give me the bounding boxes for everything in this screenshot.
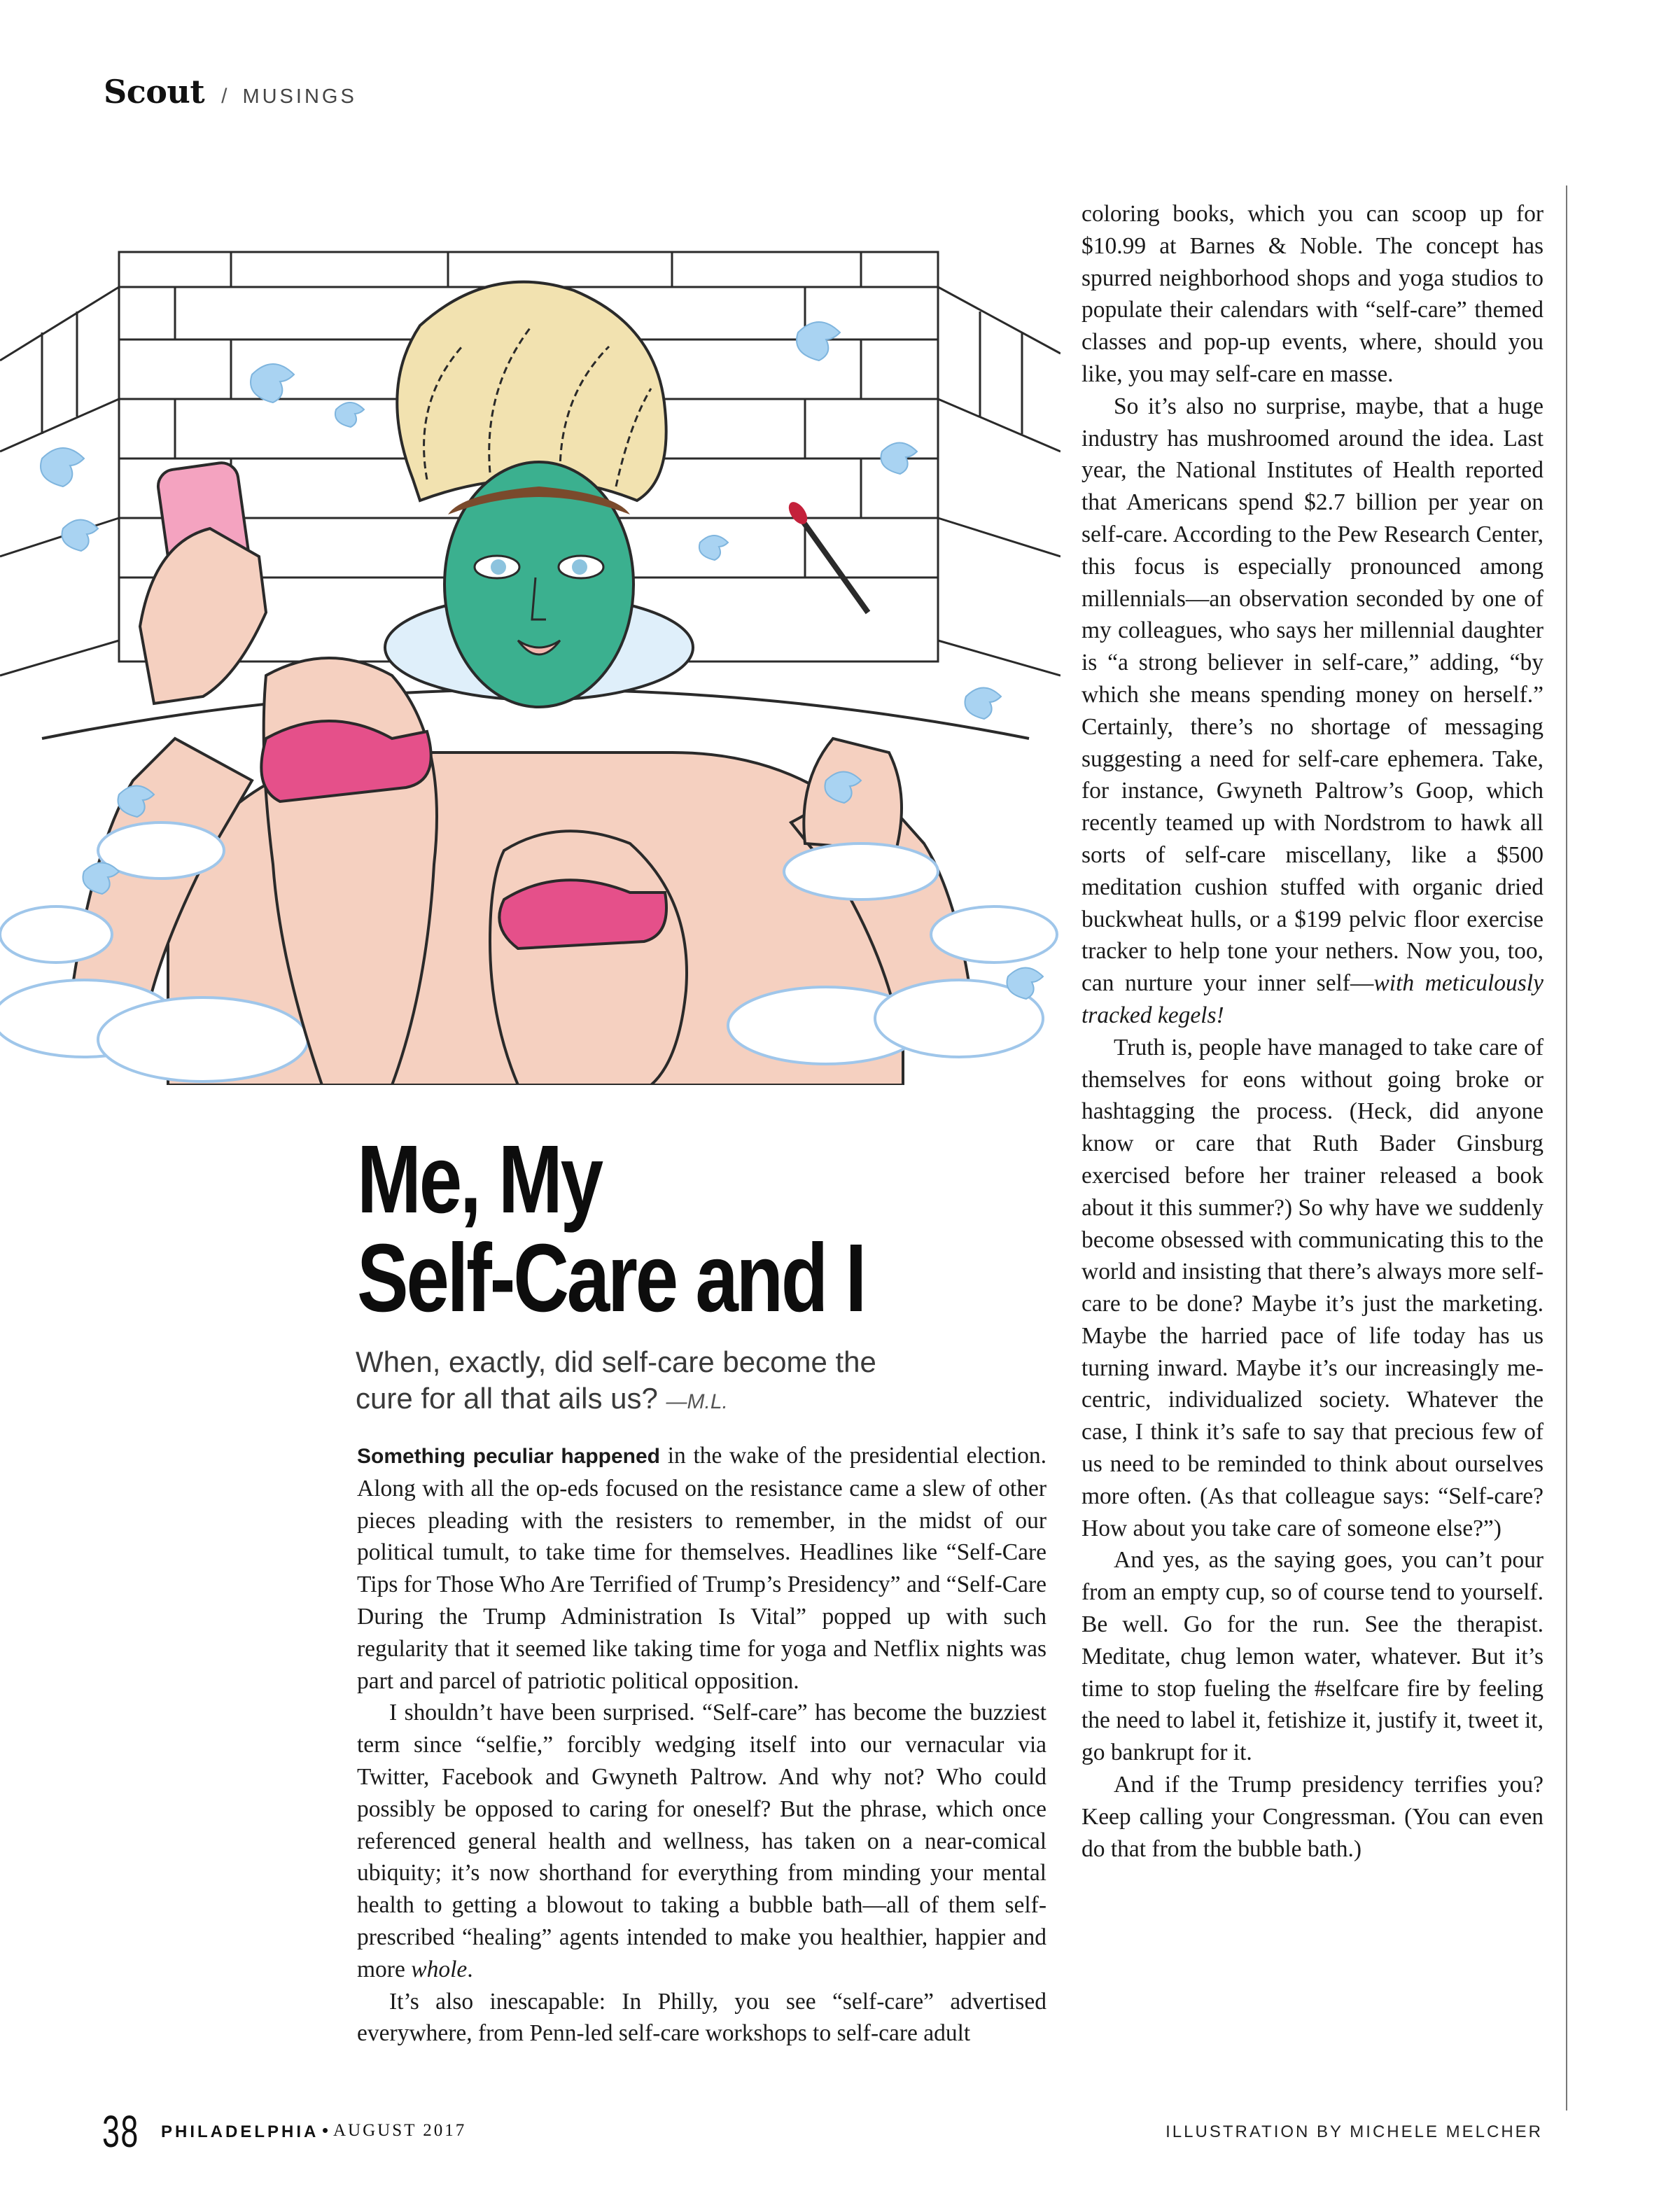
bird-icon — [965, 688, 1001, 720]
article-column-1 — [357, 1440, 1046, 2050]
article-headline — [357, 1126, 865, 1332]
paragraph: And if the Trump presidency terrifies you? Keep calling your Congressman. (You can even do that from the bubble bath.) — [1082, 1772, 1544, 1862]
dek-initials: —M.L. — [666, 1390, 728, 1413]
headline-line-1: Me, My — [357, 1126, 601, 1233]
paragraph-text: So it’s also no surprise, maybe, that a huge industry has mushroomed around the idea. Last year, the National Institutes of Health reported that Americans spend $2.7 billion per year on self-care. According to the Pew Research Center, this focus is especially pronounced among millennials—an observation seconded by one of my colleagues, who says her millennial daughter is “a strong believer in self-care,” adding, “by which she means spending money on herself.” Certainly, there’s no shortage of messaging suggesting a need for self-care ephemera. Take, for instance, Gwyneth Paltrow’s Goop, which recently teamed up with Nordstrom to hawk all sorts of self-care miscellany, like a $500 meditation cushion stuffed with organic dried buckwheat hulls, or a $199 pelvic floor exercise tracker to help tone your nethers. Now you, too, can nurture your inner self— — [1082, 393, 1544, 997]
bird-icon — [62, 520, 98, 552]
magazine-name: PHILADELPHIA — [161, 2122, 319, 2141]
paragraph: It’s also inescapable: In Philly, you see “self-care” advertised everywhere, from Penn-led self-care workshops to self-care adult — [357, 1988, 1046, 2047]
paragraph — [1082, 391, 1544, 1032]
illustration-credit: ILLUSTRATION BY MICHELE MELCHER — [1166, 2122, 1543, 2141]
paragraph — [357, 1440, 1046, 1697]
article-dek — [356, 1344, 888, 1420]
article-column-2 — [1082, 198, 1544, 1865]
paragraph: And yes, as the saying goes, you can’t pour from an empty cup, so of course tend to yourself. Be well. Go for the run. See the therapist. Meditate, chug lemon water, whatever. But it’s time to stop fueling the #selfcare fire by feeling the need to label it, fetishize it, justify it, tweet it, go bankrupt for it. — [1082, 1547, 1544, 1766]
paragraph-text: . — [467, 1956, 473, 1982]
right-hand — [804, 738, 902, 850]
issue-date: AUGUST 2017 — [333, 2121, 467, 2140]
page-header — [104, 73, 357, 115]
italic-text: whole — [411, 1956, 468, 1982]
bathtub-illustration — [0, 248, 1060, 1085]
dek-text: When, exactly, did self-care become the cure for all that ails us? — [356, 1345, 876, 1415]
header-separator: / — [221, 85, 227, 108]
section-label: MUSINGS — [242, 85, 357, 108]
column-rule — [1566, 186, 1567, 2110]
headline-line-2: Self-Care and I — [357, 1224, 865, 1332]
italic-text: with meticulously tracked kegels! — [1082, 970, 1544, 1028]
page-number: 38 — [102, 2106, 139, 2157]
section-brand: Scout — [104, 73, 205, 111]
paragraph-text: I shouldn’t have been surprised. “Self-care” has become the buzziest term since “selfie,” forcibly wedging itself into our vernacular via Twitter, Facebook and Gwyneth Paltrow. And why not? Who could possibly be opposed to caring for oneself? But the phrase, which once referenced general health and wellness, has taken on a near-comical ubiquity; it’s now shorthand for everything from minding your mental health to getting a blowout to taking a bubble bath—all of them self-prescribed “healing” agents intended to make you healthier, happier and more — [357, 1700, 1046, 1982]
paragraph-text: in the wake of the presidential election. Along with all the op-eds focused on the resistance came a slew of other pieces pleading with the resisters to remember, in the midst of our political tumult, to take time for themselves. Headlines like “Self-Care Tips for Those Who Are Terrified of Trump’s Presidency” and “Self-Care During the Trump Administration Is Vital” popped up with such regularity that it seemed like taking time for yoga and Netflix nights was part and parcel of patriotic political opposition. — [357, 1443, 1046, 1694]
paragraph — [357, 1697, 1046, 1985]
footer-bullet: • — [322, 2120, 329, 2141]
bird-icon — [41, 448, 84, 486]
paragraph: Truth is, people have managed to take care of themselves for eons without going broke or hashtagging the process. (Heck, did anyone know or care that Ruth Bader Ginsburg exercised before her trainer released a book about it this summer?) So why have we suddenly become obsessed with communicating this to the world and insisting that there’s always more self-care to be done? Maybe it’s just the marketing. Maybe the harried pace of life today has us turning inward. Maybe it’s our increasingly me-centric, individualized society. Whatever the case, I think it’s safe to say that precious few of us need to be reminded to think about ourselves more often. (As that colleague says: “Self-care? How about you take care of someone else?”) — [1082, 1034, 1544, 1541]
lead-in: Something peculiar happened — [357, 1445, 661, 1468]
paragraph: coloring books, which you can scoop up for $10.99 at Barnes & Noble. The concept has spurred neighborhood shops and yoga studios to populate their calendars with “self-care” themed classes and pop-up events, where, should you like, you may self-care en masse. — [1082, 201, 1544, 387]
